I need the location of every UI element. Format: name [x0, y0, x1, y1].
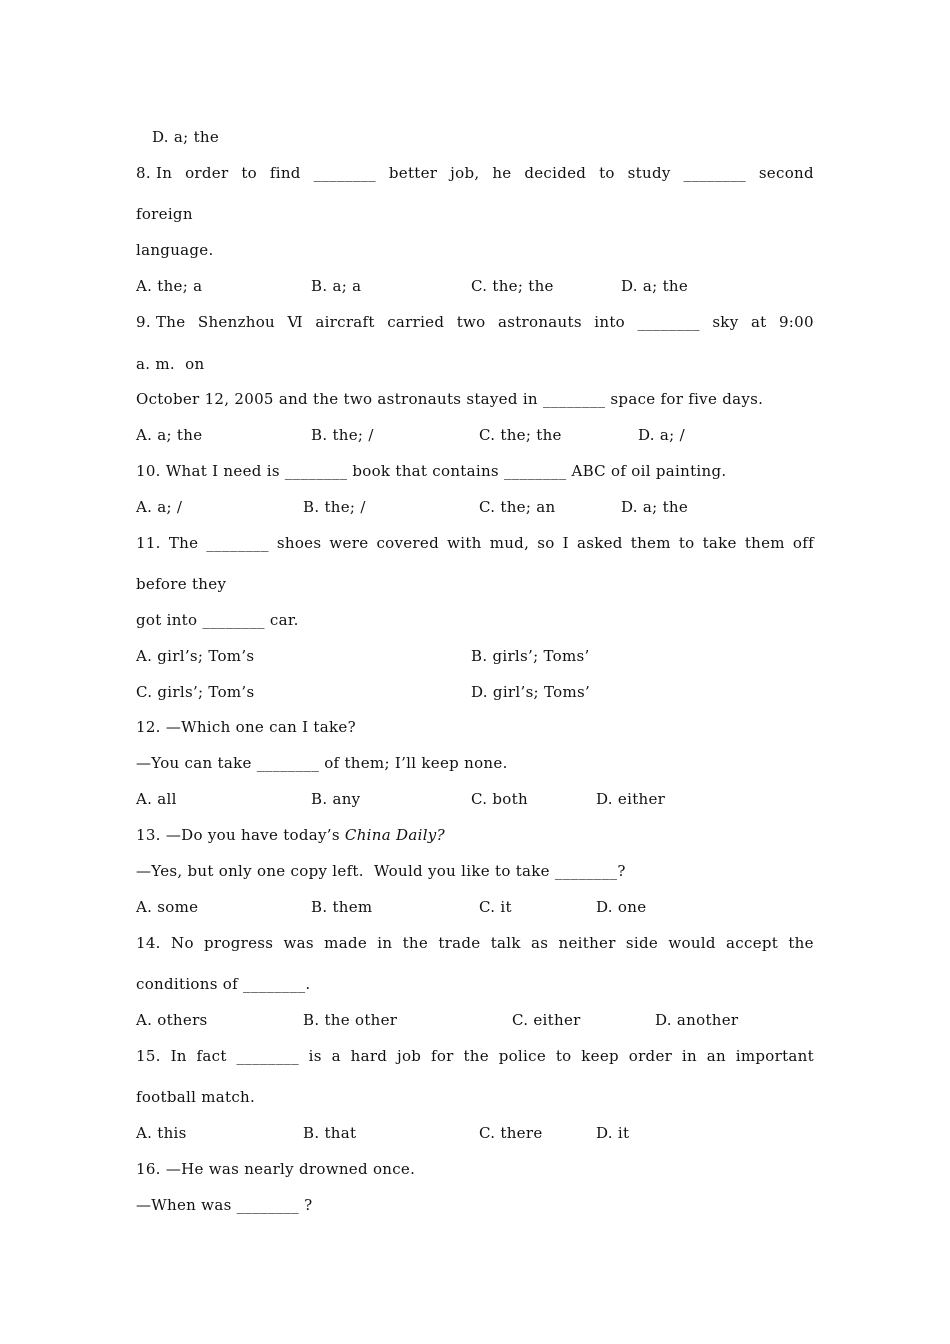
q14-stem-line1 — [136, 933, 814, 953]
q9-stem-line2: a. m. on — [136, 355, 205, 373]
q15-option-d: D. it — [596, 1124, 630, 1142]
q8-option-d: D. a; the — [621, 277, 689, 295]
q7-option-d: D. a; the — [152, 128, 220, 146]
word: them — [744, 534, 785, 552]
word: 8. In — [136, 164, 173, 182]
q9-stem-line3: October 12, 2005 and the two astronauts stayed in ________ space for five days. — [136, 390, 764, 408]
q11-option-c: C. girls’; Tom’s — [136, 683, 255, 701]
q12-stem-line2: —You can take ________ of them; I’ll keep none. — [136, 754, 508, 772]
word: astronauts — [497, 313, 582, 331]
word: better — [388, 164, 438, 182]
word: ________ — [637, 313, 700, 331]
q12-option-c: C. both — [471, 790, 528, 808]
q12-option-a: A. all — [136, 790, 177, 808]
q10-option-c: C. the; an — [479, 498, 556, 516]
word: ________ — [206, 534, 269, 552]
q14-stem-line2: conditions of ________. — [136, 975, 311, 993]
word: aircraft — [315, 313, 375, 331]
word: fact — [196, 1047, 227, 1065]
q9-option-d: D. a; / — [638, 426, 685, 444]
q14-option-c: C. either — [512, 1011, 581, 1029]
word: mud, — [489, 534, 530, 552]
q15-stem-line1 — [136, 1046, 814, 1066]
word: Ⅵ — [287, 313, 303, 331]
word: with — [447, 534, 482, 552]
word: keep — [581, 1047, 619, 1065]
word: study — [627, 164, 671, 182]
word: made — [324, 934, 368, 952]
word: covered — [376, 534, 439, 552]
q11-option-a: A. girl’s; Tom’s — [136, 647, 255, 665]
word: for — [430, 1047, 454, 1065]
q13-option-d: D. one — [596, 898, 647, 916]
word: trade — [438, 934, 481, 952]
q10-option-a: A. a; / — [136, 498, 183, 516]
q9-option-b: B. the; / — [311, 426, 374, 444]
word: to — [599, 164, 615, 182]
q16-stem-line1: 16. —He was nearly drowned once. — [136, 1160, 416, 1178]
word: ________ — [236, 1047, 299, 1065]
q10-option-d: D. a; the — [621, 498, 689, 516]
word: were — [329, 534, 369, 552]
q12-option-b: B. any — [311, 790, 361, 808]
q8-option-b: B. a; a — [311, 277, 362, 295]
q11-stem-line1 — [136, 533, 814, 553]
word: an — [706, 1047, 726, 1065]
word: 15. — [136, 1047, 161, 1065]
word: two — [456, 313, 486, 331]
q15-stem-line2: football match. — [136, 1088, 256, 1106]
word: In — [170, 1047, 187, 1065]
word: shoes — [276, 534, 322, 552]
q15-option-a: A. this — [136, 1124, 187, 1142]
q10-stem: 10. What I need is ________ book that contains ________ ABC of oil painting. — [136, 462, 727, 480]
word: he — [492, 164, 512, 182]
q13-stem-line1 — [136, 825, 445, 845]
word: as — [531, 934, 549, 952]
word: neither — [558, 934, 616, 952]
word: the — [463, 1047, 489, 1065]
q11-option-d: D. girl’s; Toms’ — [471, 683, 591, 701]
word: The — [168, 534, 199, 552]
q10-option-b: B. the; / — [303, 498, 366, 516]
word: police — [498, 1047, 547, 1065]
word: 9. The — [136, 313, 186, 331]
word: side — [625, 934, 659, 952]
word: sky — [712, 313, 739, 331]
word: was — [283, 934, 314, 952]
word: find — [269, 164, 301, 182]
word: to — [555, 1047, 572, 1065]
q11-stem-line3: got into ________ car. — [136, 611, 299, 629]
q12-stem-line1: 12. —Which one can I take? — [136, 718, 356, 736]
q8-stem-line3: language. — [136, 241, 214, 259]
word: progress — [204, 934, 274, 952]
word: Shenzhou — [197, 313, 276, 331]
q14-option-b: B. the other — [303, 1011, 398, 1029]
word: second — [758, 164, 814, 182]
word: important — [735, 1047, 814, 1065]
word: at — [750, 313, 767, 331]
word: the — [402, 934, 429, 952]
word: asked — [576, 534, 623, 552]
q13-option-a: A. some — [136, 898, 199, 916]
word: take — [702, 534, 737, 552]
word: them — [630, 534, 671, 552]
q13-option-c: C. it — [479, 898, 512, 916]
q13-stem-line2: —Yes, but only one copy left. Would you like to take ________? — [136, 862, 626, 880]
word: 14. — [136, 934, 161, 952]
word: off — [792, 534, 814, 552]
word: 11. — [136, 534, 161, 552]
word: to — [678, 534, 695, 552]
word: ________ — [313, 164, 376, 182]
q16-stem-line2: —When was ________ ? — [136, 1196, 313, 1214]
word: job, — [450, 164, 480, 182]
q13-stem-text: 13. —Do you have today’s — [136, 826, 345, 844]
q8-stem-line1 — [136, 163, 814, 183]
word: I — [562, 534, 569, 552]
word: order — [628, 1047, 673, 1065]
word: so — [537, 534, 555, 552]
word: into — [594, 313, 625, 331]
q8-stem-line2: foreign — [136, 205, 193, 223]
q9-option-c: C. the; the — [479, 426, 562, 444]
word: carried — [387, 313, 445, 331]
word: is — [308, 1047, 322, 1065]
word: hard — [350, 1047, 388, 1065]
q15-option-b: B. that — [303, 1124, 357, 1142]
q8-option-c: C. the; the — [471, 277, 554, 295]
q9-option-a: A. a; the — [136, 426, 203, 444]
word: the — [788, 934, 814, 952]
q11-option-b: B. girls’; Toms’ — [471, 647, 590, 665]
q13-option-b: B. them — [311, 898, 373, 916]
word: No — [171, 934, 194, 952]
word: order — [185, 164, 229, 182]
word: accept — [726, 934, 779, 952]
word: a — [331, 1047, 341, 1065]
word: would — [668, 934, 716, 952]
q12-option-d: D. either — [596, 790, 666, 808]
q14-option-a: A. others — [136, 1011, 208, 1029]
q9-stem-line1 — [136, 312, 814, 332]
word: to — [241, 164, 257, 182]
word: job — [397, 1047, 422, 1065]
q14-option-d: D. another — [655, 1011, 739, 1029]
word: decided — [524, 164, 587, 182]
word: talk — [490, 934, 521, 952]
word: 9:00 — [778, 313, 814, 331]
word: in — [377, 934, 393, 952]
q13-newspaper-title: China Daily? — [344, 826, 445, 844]
word: in — [681, 1047, 697, 1065]
q15-option-c: C. there — [479, 1124, 543, 1142]
word: ________ — [683, 164, 746, 182]
q8-option-a: A. the; a — [136, 277, 203, 295]
q11-stem-line2: before they — [136, 575, 227, 593]
